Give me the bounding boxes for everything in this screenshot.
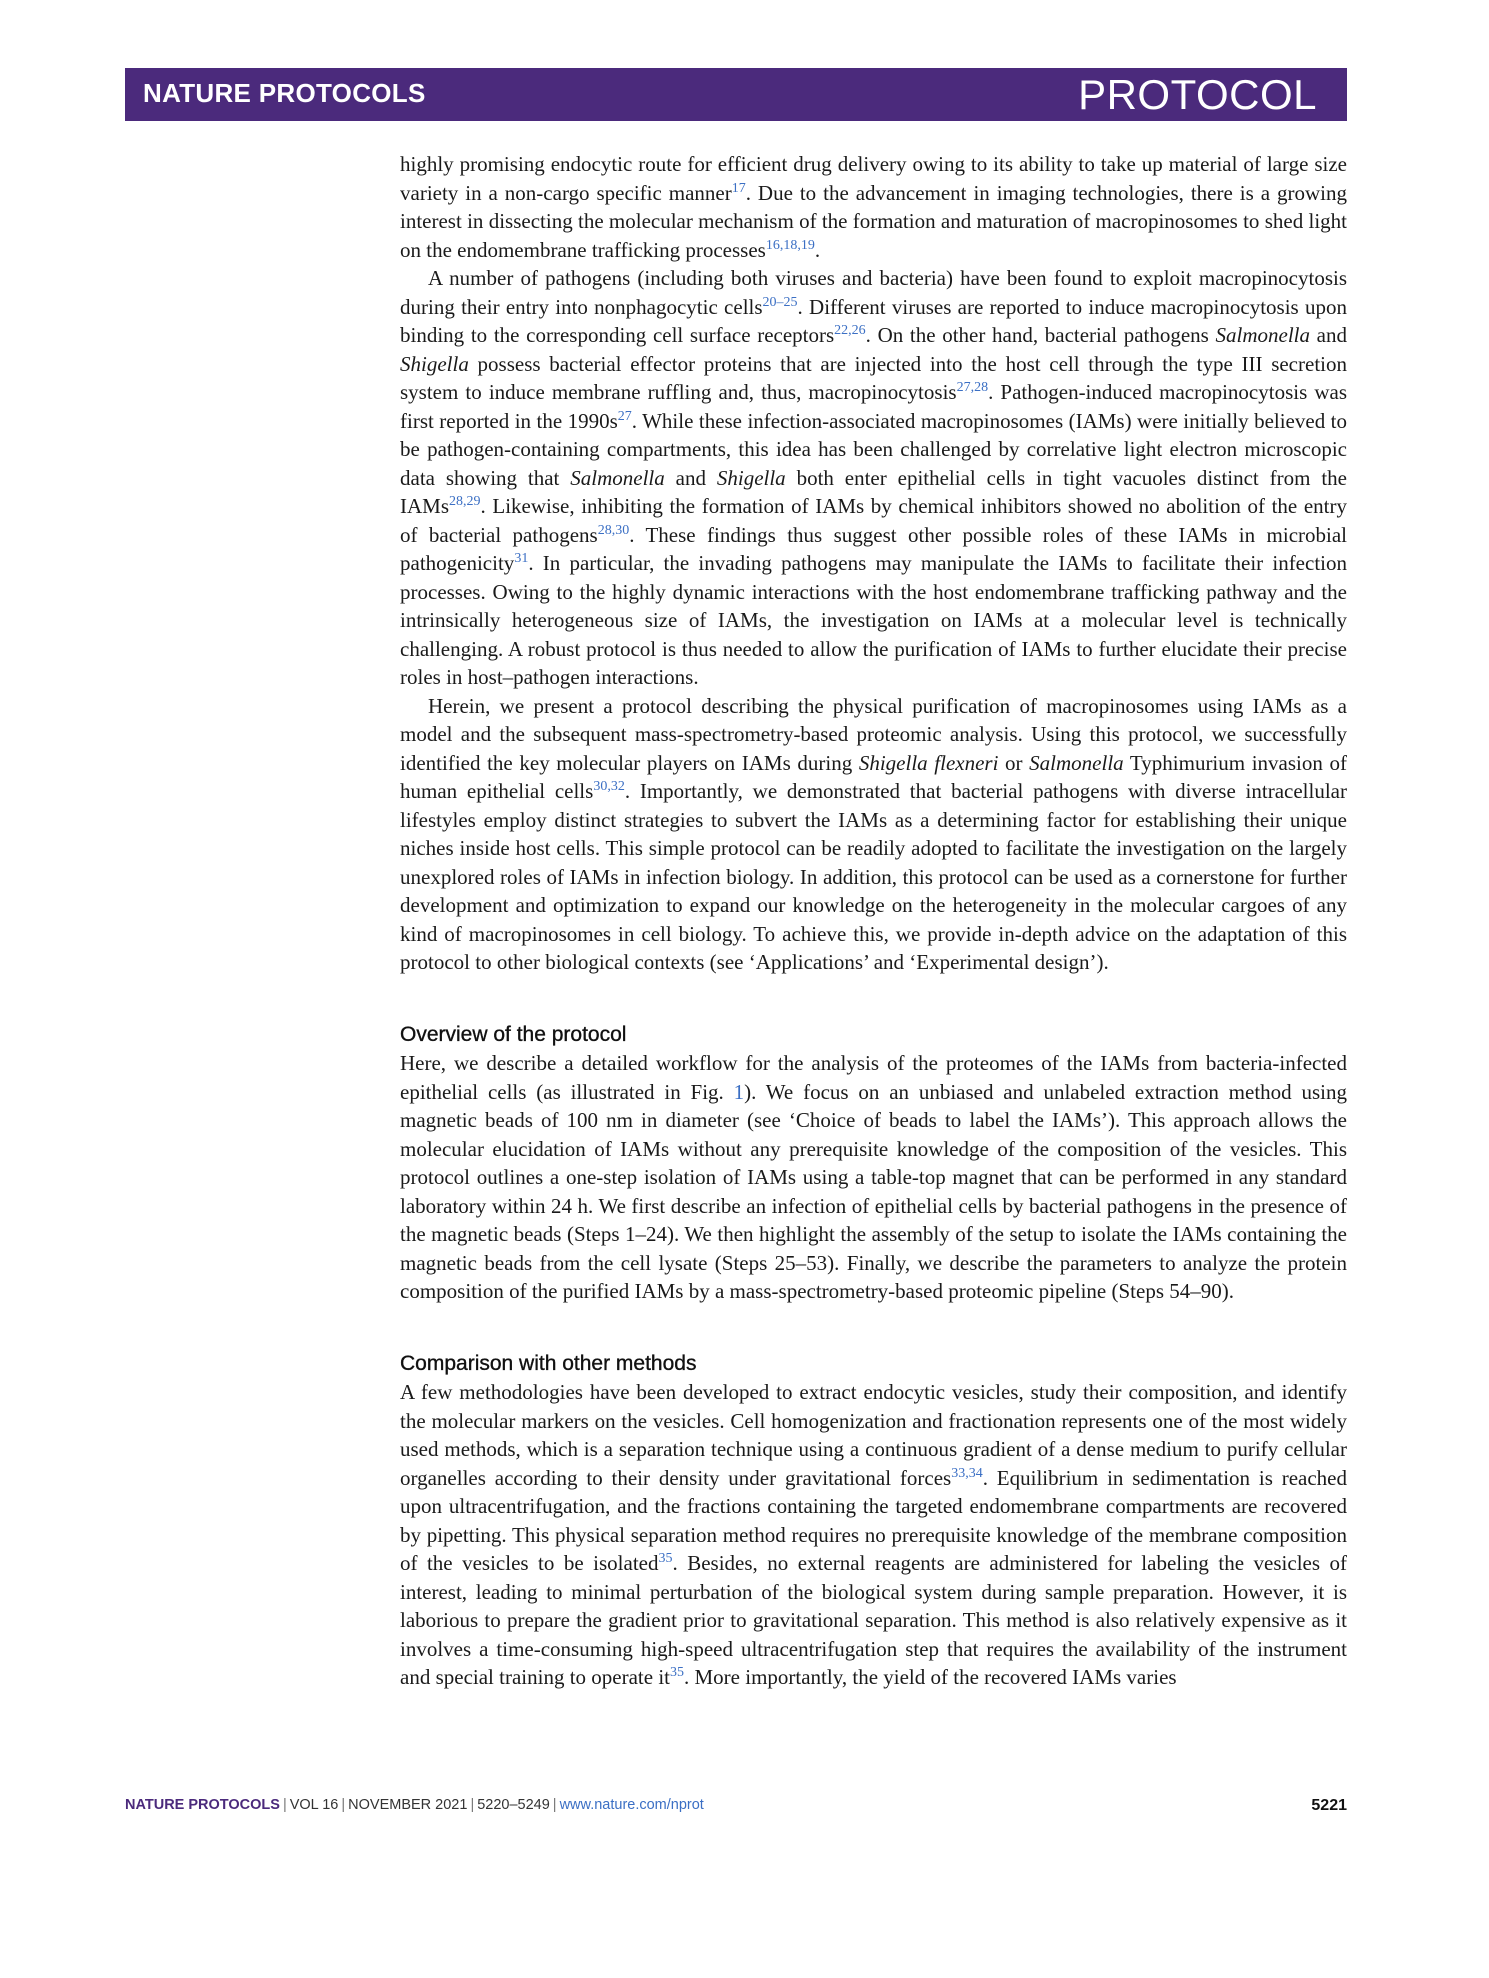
text: . More importantly, the yield of the recovered IAMs varies [684,1665,1177,1689]
species-name: Shigella [716,465,786,490]
footer-date: NOVEMBER 2021 [348,1797,468,1813]
text: Here, we describe a detailed workflow for the analysis of the proteomes of the IAMs from bacteria-infected epithelial cells (as illustrated in Fig. [400,1051,1347,1104]
text: . Importantly, we demonstrated that bacterial pathogens with diverse intracellular lifestyles employ distinct strategies to subvert the IAMs as a determining factor for establishing their unique niches inside host cells. This simple protocol can be readily adopted to facilitate the investigation on the largely unexplored roles of IAMs in infection biology. In addition, this protocol can be used as a cornerstone for further development and optimization to expand our knowledge on the heterogeneity in the molecular cargoes of any kind of macropinosomes in cell biology. To achieve this, we provide in-depth advice on the adaptation of this protocol to other biological contexts (see ‘Applications’ and ‘Experimental design’). [400,779,1347,974]
article-type: PROTOCOL [1078,71,1317,118]
journal-name: NATURE PROTOCOLS [143,78,426,108]
figure-link[interactable]: 1 [733,1079,745,1104]
text: . On the other hand, bacterial pathogens [865,323,1216,347]
paragraph-herein [400,692,1347,977]
footer-volume: VOL 16 [289,1797,339,1813]
text: A few methodologies have been developed to extract endocytic vesicles, study their composition, and identify the molecular markers on the vesicles. Cell homogenization and fractionation represents one of the most widely used methods, which is a separation technique using a continuous gradient of a dense medium to purify cellular organelles according to their density under gravitational forces [400,1380,1347,1490]
text: . Equilibrium in sedimentation is reached upon ultracentrifugation, and the fractions containing the targeted endomembrane compartments are recovered by pipetting. This physical separation method requires no prerequisite knowledge of the membrane composition of the vesicles to be isolated [400,1465,1347,1575]
text: . In particular, the invading pathogens may manipulate the IAMs to facilitate their infection processes. Owing to the highly dynamic interactions with the host endomembrane trafficking pathway and the intrinsically heterogeneous size of IAMs, the investigation on IAMs at a molecular level is technically challenging. A robust protocol is thus needed to allow the purification of IAMs to further elucidate their precise roles in host–pathogen interactions. [400,551,1347,689]
citation-ref[interactable]: 27,28 [956,380,989,395]
citation-ref[interactable]: 27 [617,408,632,424]
text: . While these infection-associated macropinosomes (IAMs) were initially believed to be pathogen-containing compartments, this idea has been challenged by correlative light electron microscopic data showing that [400,408,1347,490]
citation-ref[interactable]: 17 [731,180,746,196]
section-heading-overview: Overview of the protocol [400,1022,627,1046]
footer-journal: NATURE PROTOCOLS [125,1797,280,1813]
text: Typhimurium invasion of human epithelial cells [400,750,1347,803]
page-footer [125,1797,1347,1813]
text: and [1310,323,1347,347]
footer-separator: | [341,1797,346,1813]
species-name: Salmonella [1215,323,1311,347]
footer-pages: 5220–5249 [477,1797,550,1813]
text: . Likewise, inhibiting the formation of IAMs by chemical inhibitors showed no abolition of the entry of bacterial pathogens [400,494,1347,547]
text: Herein, we present a protocol describing the physical purification of macropinosomes using IAMs as a model and the subsequent mass-spectrometry-based proteomic analysis. Using this protocol, we successfully identified the key molecular players on IAMs during [400,693,1347,775]
text: . Besides, no external reagents are administered for labeling the vesicles of interest, leading to minimal perturbation of the biological system during sample preparation. However, it is laborious to prepare the gradient prior to gravitational separation. This method is also relatively expensive as it involves a time-consuming high-speed ultracentrifugation step that requires the availability of the instrument and special training to operate it [400,1551,1347,1689]
species-name: Shigella flexneri [858,750,999,775]
footer-separator: | [470,1797,475,1813]
text: . [814,237,821,262]
citation-ref[interactable]: 22,26 [834,323,866,338]
article-body [400,150,1347,1692]
text: ). We focus on an unbiased and unlabeled extraction method using magnetic beads of 100 nm in diameter (see ‘Choice of beads to label the IAMs’). This approach allows the molecular elucidation of IAMs without any prerequisite knowledge of the composition of the vesicles. This protocol outlines a one-step isolation of IAMs using a table-top magnet that can be performed in any standard laboratory within 24 h. We first describe an infection of epithelial cells by bacterial pathogens in the presence of the magnetic beads (Steps 1–24). We then highlight the assembly of the setup to isolate the IAMs containing the magnetic beads from the cell lysate (Steps 25–53). Finally, we describe the parameters to analyze the protein composition of the purified IAMs by a mass-spectrometry-based proteomic pipeline (Steps 54–90). [400,1079,1347,1303]
citation-ref[interactable]: 33,34 [951,1465,983,1481]
text: or [998,750,1030,775]
species-name: Salmonella [570,465,665,490]
citation-ref[interactable]: 30,32 [593,779,625,794]
text: . Pathogen-induced macropinocytosis was first reported in the 1990s [400,380,1347,433]
citation-ref[interactable]: 28,29 [449,494,481,509]
text: . Due to the advancement in imaging technologies, there is a growing interest in dissecting the molecular mechanism of the formation and maturation of macropinosomes to shed light on the endomembrane trafficking processes [400,180,1347,262]
citation-ref[interactable]: 20–25 [762,294,798,310]
paragraph-intro-continued [400,150,1347,264]
footer-url-link[interactable]: www.nature.com/nprot [559,1797,704,1813]
text: and [664,465,717,490]
citation-ref[interactable]: 35 [670,1665,684,1680]
text: both enter epithelial cells in tight vacuoles distinct from the IAMs [400,465,1347,518]
citation-ref[interactable]: 16,18,19 [765,237,815,253]
footer-separator: | [552,1797,557,1813]
paragraph-pathogens [400,264,1347,692]
text: possess bacterial effector proteins that are injected into the host cell through the type III secretion system to induce membrane ruffling and, thus, macropinocytosis [400,351,1347,404]
species-name: Salmonella [1029,750,1124,775]
citation-ref[interactable]: 35 [658,1551,673,1566]
text: A number of pathogens (including both viruses and bacteria) have been found to exploit macropinocytosis during their entry into nonphagocytic cells [400,266,1347,319]
text: . Different viruses are reported to induce macropinocytosis upon binding to the corresponding cell surface receptors [400,294,1347,347]
species-name: Shigella [400,351,469,376]
citation-ref[interactable]: 28,30 [597,522,630,538]
footer-separator: | [282,1797,287,1813]
paragraph-comparison [400,1378,1347,1692]
page-number: 5221 [1311,1797,1347,1814]
section-heading-comparison: Comparison with other methods [400,1351,697,1375]
text: . These findings thus suggest other possible roles of these IAMs in microbial pathogenicity [400,522,1347,575]
citation-ref[interactable]: 31 [514,551,529,566]
text: highly promising endocytic route for efficient drug delivery owing to its ability to take up material of large size variety in a non-cargo specific manner [400,152,1347,205]
paragraph-overview [400,1049,1347,1306]
